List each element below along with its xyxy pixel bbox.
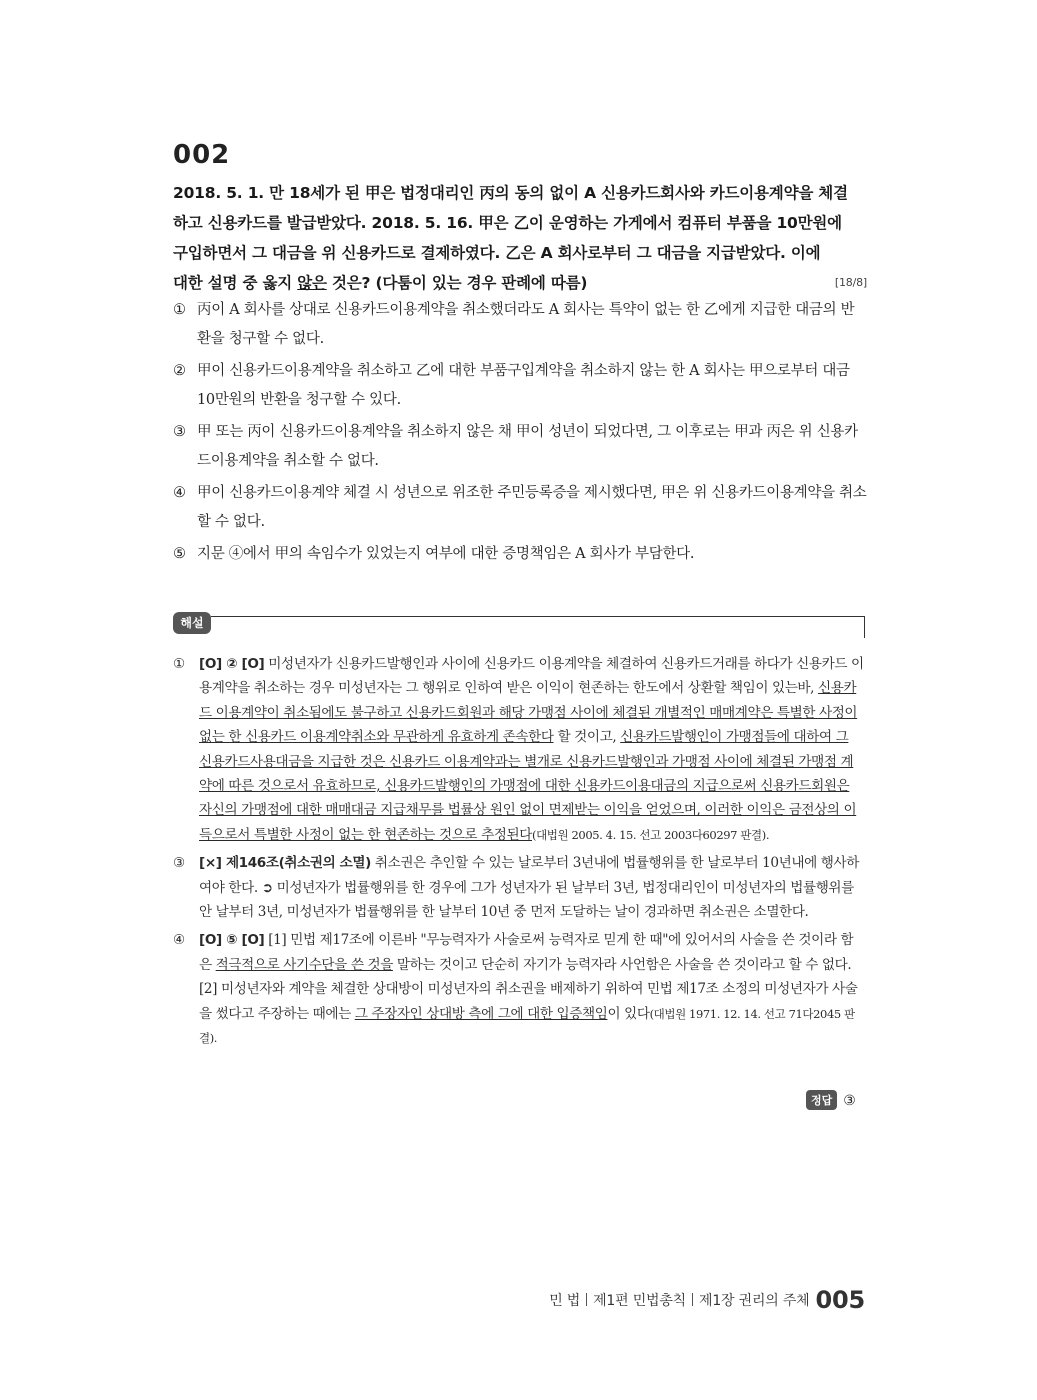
stem-line: 2018. 5. 1. 만 18세가 된 甲은 법정대리인 丙의 동의 없이 A 신용카드회사와 카드이용계약을 체결 (173, 184, 848, 202)
stem-text: 대한 설명 중 옳지 (173, 274, 298, 292)
text: 미성년자가 신용카드발행인과 사이에 신용카드 이용계약을 체결하여 신용카드거래를 하다가 신용카드 이용계약을 취소하는 경우 미성년자는 그 행위로 인하여 받은 이익이 현존하는 한도에서 상환할 책임이 있는바, (199, 656, 864, 697)
underlined-text: 신용카드 이용계약이 취소됨에도 불구하고 신용카드회원과 해당 가맹점 사이에 체결된 개별적인 매매계약은 특별한 사정이 없는 한 신용카드 이용계약취소와 무관하게 유효하게 존속한다 (199, 680, 858, 746)
choice-text: 지문 ④에서 甲의 속임수가 있었는지 여부에 대한 증명책임은 A 회사가 부담한다. (197, 546, 695, 562)
paragraph-marker: ④ (173, 932, 185, 949)
choice-1 (173, 296, 867, 354)
explanation-header (173, 612, 865, 638)
case-citation: (대법원 1971. 12. 14. 선고 71다2045 판결). (199, 1006, 855, 1046)
footer-subject: 민 법 (549, 1293, 581, 1309)
underlined-text: 신용카드발행인이 가맹점들에 대하여 그 신용카드사용대금을 지급한 것은 신용카드 이용계약과는 별개로 신용카드발행인과 가맹점 사이에 체결된 가맹점 계약에 따른 것으로서 유효하므로, 신용카드발행인의 가맹점에 대한 신용카드이용대금의 지급으로써 신용카드회원은 자신의 가맹점에 대한 매매대금 지급채무를 법률상 원인 없이 면제받는 이익을 얻었으며, 이러한 이익은 금전상의 이득으로서 특별한 사정이 없는 한 현존하는 것으로 추정된다 (199, 729, 857, 843)
verdict: [O] ⑤ [O] (199, 932, 265, 949)
verdict: [O] ② [O] (199, 656, 265, 672)
answer-key (806, 1090, 856, 1110)
verdict: [×] 제146조(취소권의 소멸) (199, 855, 371, 872)
footer-separator (586, 1293, 587, 1306)
underlined-text: 적극적으로 사기수단을 쓴 것을 (215, 956, 393, 973)
explanation-body (173, 652, 865, 1055)
stem-line: 하고 신용카드를 발급받았다. 2018. 5. 16. 甲은 乙이 운영하는 가게에서 컴퓨터 부품을 10만원에 (173, 214, 842, 232)
case-citation: (대법원 2005. 4. 15. 선고 2003다60297 판결). (532, 827, 770, 842)
stem-line: 구입하면서 그 대금을 위 신용카드로 결제하였다. 乙은 A 회사로부터 그 대금을 지급받았다. 이에 (173, 244, 821, 262)
stem-text: 것은? (다툼이 있는 경우 판례에 따름) (326, 274, 588, 292)
footer-chapter: 제1장 권리의 주체 (699, 1293, 810, 1309)
question-stem (173, 178, 867, 298)
explanation-paragraph (173, 851, 865, 924)
answer-badge: 정답 (806, 1090, 837, 1110)
explanation-paragraph (173, 928, 865, 1050)
answer-value: ③ (843, 1093, 856, 1109)
choice-4 (173, 479, 867, 537)
question-number: 002 (173, 140, 231, 170)
choice-marker: ④ (173, 485, 186, 501)
choice-3 (173, 418, 867, 476)
text: 이 있다 (607, 1005, 650, 1022)
choice-2 (173, 357, 867, 415)
footer-part: 제1편 민법총칙 (593, 1293, 687, 1309)
paragraph-marker: ③ (173, 855, 185, 872)
choice-marker: ③ (173, 424, 186, 440)
choice-marker: ① (173, 302, 186, 318)
text: 말하는 것이고 단순히 자기가 능력자라 사언함은 사술을 쓴 것이라고 할 수 없다. [2] 미성년자와 계약을 체결한 상대방이 미성년자의 취소권을 배제하기 위하여 민법 제17조 소정의 미성년자가 사술을 썼다고 주장하는 때에는 (199, 956, 858, 1022)
text: 취소권은 추인할 수 있는 날로부터 3년내에 법률행위를 한 날로부터 10년내에 행사하여야 한다. ➲ 미성년자가 법률행위를 한 경우에 그가 성년자가 된 날부터 3년, 법정대리인이 미성년자의 법률행위를 안 날부터 3년, 미성년자가 법률행위를 한 날부터 10년 중 먼저 도달하는 날이 경과하면 취소권은 소멸한다. (199, 855, 859, 921)
choice-5 (173, 540, 867, 569)
choice-text: 丙이 A 회사를 상대로 신용카드이용계약을 취소했더라도 A 회사는 특약이 없는 한 乙에게 지급한 대금의 반환을 청구할 수 없다. (197, 302, 855, 347)
explanation-paragraph (173, 652, 865, 847)
explanation-badge: 해설 (173, 612, 211, 634)
divider-tick (864, 616, 865, 638)
choice-marker: ⑤ (173, 546, 186, 562)
underlined-text: 그 주장자인 상대방 측에 그에 대한 입증책임 (354, 1005, 608, 1022)
choice-text: 甲이 신용카드이용계약을 취소하고 乙에 대한 부품구입계약을 취소하지 않는 한 A 회사는 甲으로부터 대금 10만원의 반환을 청구할 수 있다. (197, 363, 850, 408)
stem-line (173, 268, 867, 298)
choice-marker: ② (173, 363, 186, 379)
page-number: 005 (815, 1286, 865, 1314)
choice-text: 甲 또는 丙이 신용카드이용계약을 취소하지 않은 채 甲이 성년이 되었다면, 그 이후로는 甲과 丙은 위 신용카드이용계약을 취소할 수 없다. (197, 424, 858, 469)
page-footer (549, 1286, 865, 1314)
divider (211, 616, 865, 617)
text: [1] 민법 제17조에 이른바 "무능력자가 사술로써 능력자로 믿게 한 때"에 있어서의 사술을 쓴 것이라 함은 (199, 932, 854, 973)
answer-choices (173, 296, 867, 572)
choice-text: 甲이 신용카드이용계약 체결 시 성년으로 위조한 주민등록증을 제시했다면, 甲은 위 신용카드이용계약을 취소할 수 없다. (197, 485, 867, 530)
exam-code: [18/8] (834, 276, 867, 289)
paragraph-marker: ① (173, 656, 185, 672)
footer-separator (692, 1293, 693, 1306)
stem-negation: 않은 (297, 274, 327, 292)
text: 할 것이고, (553, 729, 621, 746)
